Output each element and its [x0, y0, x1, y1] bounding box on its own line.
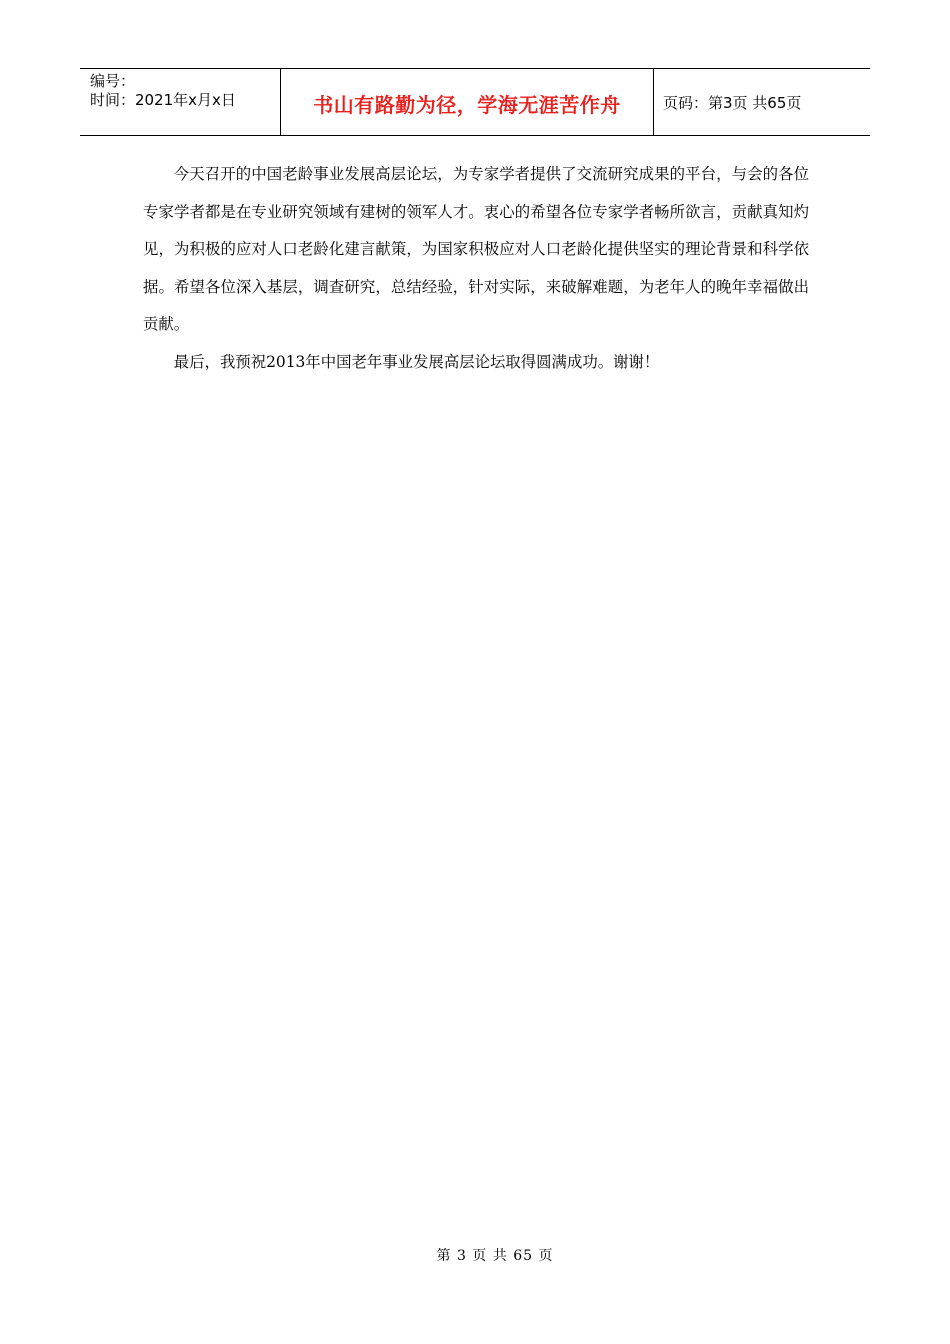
header-page-info: 页码：第3页 共65页 — [663, 93, 802, 112]
header-motto: 书山有路勤为径，学海无涯苦作舟 — [281, 69, 654, 135]
document-number-label: 编号： — [90, 72, 136, 90]
document-time-label: 时间：2021年x月x日 — [90, 91, 236, 109]
document-header — [80, 68, 870, 136]
document-body — [143, 156, 809, 381]
body-paragraph: 最后，我预祝2013年中国老年事业发展高层论坛取得圆满成功。谢谢！ — [173, 352, 660, 371]
body-paragraph: 今天召开的中国老龄事业发展高层论坛，为专家学者提供了交流研究成果的平台，与会的各位专家学者都是在专业研究领域有建树的领军人才。衷心的希望各位专家学者畅所欲言，贡献真知灼见，为积极的应对人口老龄化建言献策，为国家积极应对人口老龄化提供坚实的理论背景和科学依据。希望各位深入基层，调查研究，总结经验，针对实际，来破解难题，为老年人的晚年幸福做出贡献。 — [143, 165, 809, 333]
page-footer: 第 3 页 共 65 页 — [436, 1248, 554, 1264]
header-meta-cell — [80, 69, 281, 135]
